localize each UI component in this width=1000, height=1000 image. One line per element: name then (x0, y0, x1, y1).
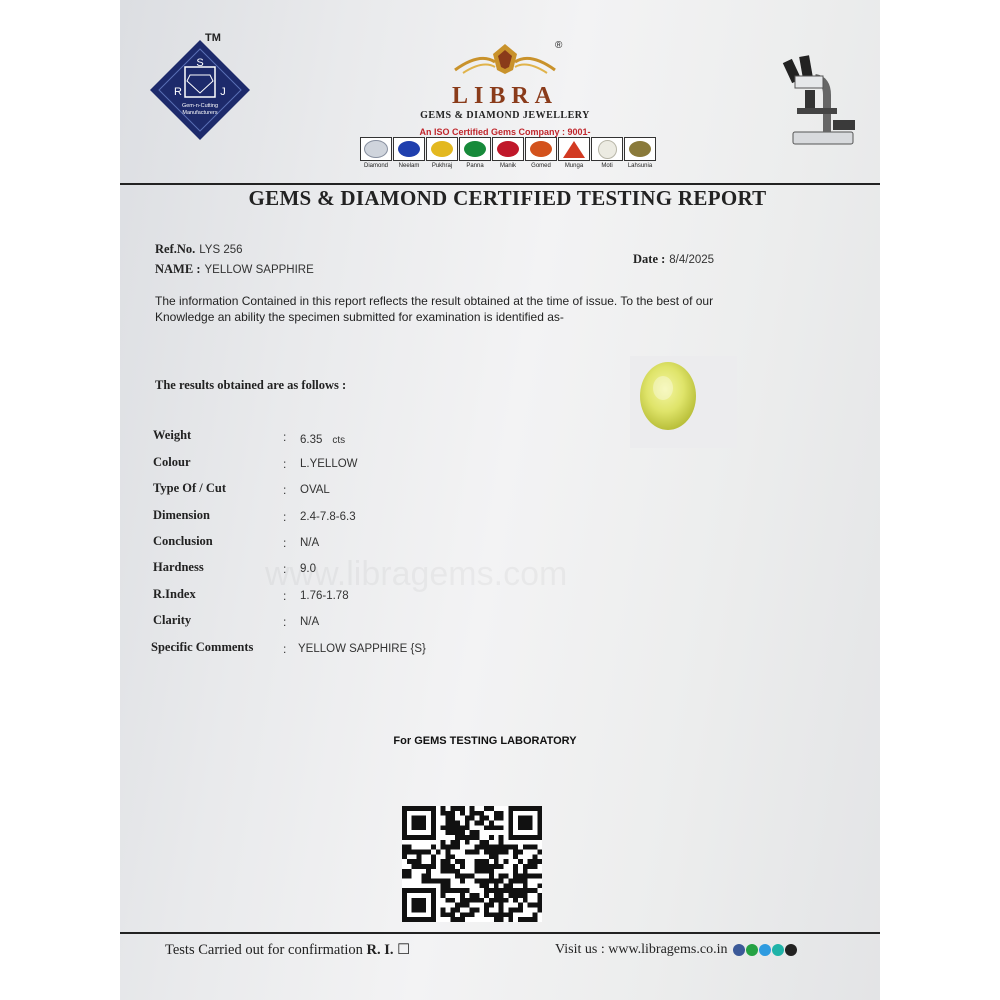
gem-lahsunia: Lahsunia (624, 137, 656, 169)
gem-pukhraj: Pukhraj (426, 137, 458, 169)
footer-visit (555, 942, 797, 958)
lahsunia-gem-icon (629, 141, 651, 157)
pukhraj-gem-icon (431, 141, 453, 157)
row-colon: : (283, 589, 287, 603)
row-value-rindex: 1.76-1.78 (300, 590, 349, 602)
row-value-colour: L.YELLOW (300, 458, 358, 470)
gomed-gem-icon (530, 141, 552, 157)
row-colon: : (283, 536, 287, 550)
row-label-dimension: Dimension (153, 508, 210, 522)
registered-mark: ® (555, 40, 563, 51)
microscope-icon (775, 50, 865, 150)
row-value-conclusion: N/A (300, 537, 320, 549)
row-value-specific-comments: YELLOW SAPPHIRE {S} (298, 643, 426, 655)
footer-rule (120, 932, 880, 934)
tests-text: Tests Carried out for confirmation (165, 942, 363, 958)
social-icons (733, 944, 797, 956)
gem-panna: Panna (459, 137, 491, 169)
date-value: 8/4/2025 (669, 254, 715, 266)
diamond-gem-icon (364, 140, 388, 158)
name-label: NAME : (155, 262, 201, 276)
qr-code[interactable] (401, 806, 543, 922)
ref-label: Ref.No. (155, 242, 196, 256)
rsj-logo (145, 35, 255, 145)
neelam-gem-icon (398, 141, 420, 157)
ri-checkbox[interactable]: ☐ (397, 942, 411, 958)
name-value: YELLOW SAPPHIRE (204, 264, 314, 276)
libra-brand (410, 40, 600, 147)
row-label-hardness: Hardness (153, 560, 204, 574)
row-value-type-cut: OVAL (300, 484, 330, 496)
whatsapp-icon[interactable] (746, 944, 758, 956)
header-rule (120, 183, 880, 185)
facebook-icon[interactable] (733, 944, 745, 956)
row-label-weight: Weight (153, 428, 192, 442)
website-watermark (265, 555, 567, 594)
results-title: The results obtained are as follows : (155, 378, 347, 392)
gem-munga: Munga (558, 137, 590, 169)
gem-photo (630, 356, 737, 448)
date-line (633, 250, 714, 268)
row-value-clarity: N/A (300, 616, 320, 628)
row-colon: : (283, 483, 287, 497)
gem-strip (360, 137, 656, 169)
gem-gomed: Gomed (525, 137, 557, 169)
row-value-hardness: 9.0 (300, 563, 316, 575)
libra-subtitle: GEMS & DIAMOND JEWELLERY (420, 110, 590, 121)
row-label-specific-comments: Specific Comments (151, 640, 254, 654)
ri-label: R. I. (366, 942, 394, 958)
row-label-clarity: Clarity (153, 613, 192, 627)
yellow-sapphire-image (630, 356, 737, 448)
panna-gem-icon (464, 141, 486, 157)
rsj-tagline-1: Gem-n-Cutting (181, 103, 219, 109)
row-label-colour: Colour (153, 455, 191, 469)
row-label-conclusion: Conclusion (153, 534, 213, 548)
visit-link[interactable]: Visit us : www.libragems.co.in (555, 942, 728, 957)
name-line (155, 260, 314, 278)
report-title: GEMS & DIAMOND CERTIFIED TESTING REPORT (248, 186, 767, 210)
manik-gem-icon (497, 141, 519, 157)
moti-gem-icon (598, 140, 617, 159)
libra-title: LIBRA (451, 83, 559, 109)
row-colon: : (283, 642, 287, 656)
row-colon: : (283, 562, 287, 576)
ref-value: LYS 256 (199, 244, 243, 256)
rsj-letter-j: J (220, 86, 226, 98)
gem-manik: Manik (492, 137, 524, 169)
pinterest-icon[interactable] (772, 944, 784, 956)
date-label: Date : (633, 252, 666, 266)
row-colon: : (283, 615, 287, 629)
ref-line (155, 240, 243, 258)
libra-crest-icon (445, 40, 565, 78)
row-colon: : (283, 430, 287, 444)
twitter-icon[interactable] (759, 944, 771, 956)
row-value-weight: 6.35 cts (300, 434, 346, 446)
row-value-dimension: 2.4-7.8-6.3 (300, 511, 356, 523)
for-lab-label: For GEMS TESTING LABORATORY (393, 735, 577, 747)
rsj-letter-r: R (174, 86, 182, 98)
intro-paragraph: The information Contained in this report reflects the result obtained at the time of issue. To the best of our Knowledge an ability the specimen submitted for examination is identified as- (155, 294, 714, 324)
rsj-tagline-2: Manufacturers (182, 110, 218, 116)
munga-gem-icon (563, 141, 585, 158)
weight-unit: cts (332, 435, 346, 446)
row-label-type-cut: Type Of / Cut (153, 481, 227, 495)
footer-tests (165, 942, 410, 959)
row-colon: : (283, 510, 287, 524)
row-colon: : (283, 457, 287, 471)
instagram-icon[interactable] (785, 944, 797, 956)
trademark-mark: TM (205, 32, 221, 44)
row-label-rindex: R.Index (153, 587, 196, 601)
gem-diamond: Diamond (360, 137, 392, 169)
gem-moti: Moti (591, 137, 623, 169)
report-paper (120, 0, 880, 1000)
iso-certification: An ISO Certified Gems Company : 9001- (419, 127, 591, 137)
rsj-letter-s: S (196, 57, 204, 69)
gem-neelam: Neelam (393, 137, 425, 169)
